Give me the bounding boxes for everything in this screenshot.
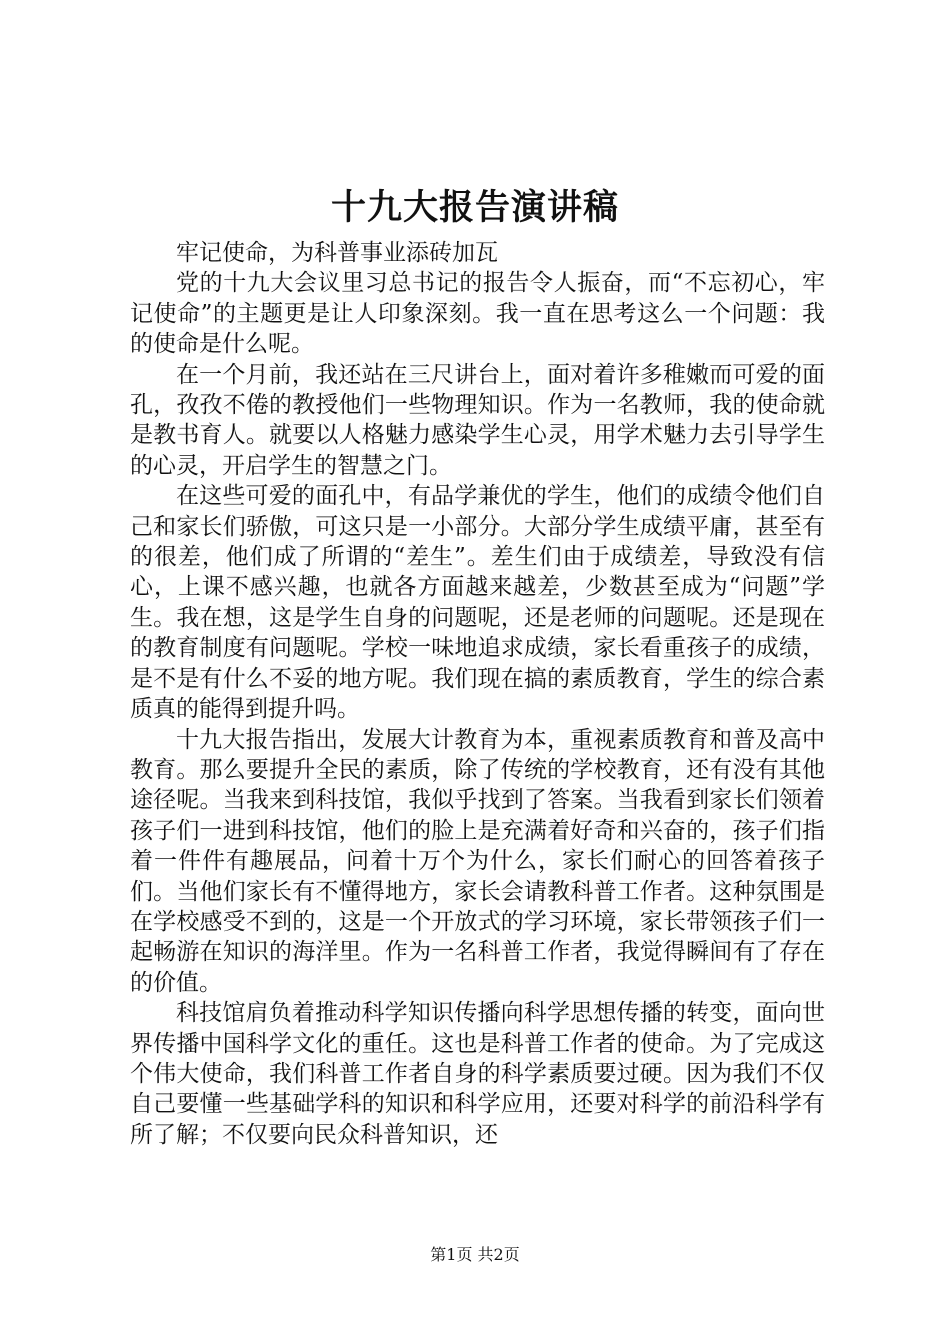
document-title: 十九大报告演讲稿 — [330, 187, 619, 228]
body-paragraph: 十九大报告指出，发展大计教育为本，重视素质教育和普及高中教育。那么要提升全民的素质，除了传统的学校教育，还有没有其他途径呢。当我来到科技馆，我似乎找到了答案。当我看到家长们领着孩子们一进到科技馆，他们的脸上是充满着好奇和兴奋的，孩子们指着一件件有趣展品，问着十万个为什么，家长们耐心的回答着孩子们。当他们家长有不懂得地方，家长会请教科普工作者。这种氛围是在学校感受不到的，这是一个开放式的学习环境，家长带领孩子们一起畅游在知识的海洋里。作为一名科普工作者，我觉得瞬间有了存在的价值。 — [130, 726, 825, 996]
page-footer: 第1页 共2页 — [430, 1245, 520, 1264]
body-paragraph: 在一个月前，我还站在三尺讲台上，面对着许多稚嫩而可爱的面孔，孜孜不倦的教授他们一些物理知识。作为一名教师，我的使命就是教书育人。就要以人格魅力感染学生心灵，用学术魅力去引导学生的心灵，开启学生的智慧之门。 — [130, 361, 825, 479]
body-paragraph: 在这些可爱的面孔中，有品学兼优的学生，他们的成绩令他们自己和家长们骄傲，可这只是一小部分。大部分学生成绩平庸，甚至有的很差，他们成了所谓的“差生”。差生们由于成绩差，导致没有信心，上课不感兴趣，也就各方面越来越差，少数甚至成为“问题”学生。我在想，这是学生自身的问题呢，还是老师的问题呢。还是现在的教育制度有问题呢。学校一味地追求成绩，家长看重孩子的成绩，是不是有什么不妥的地方呢。我们现在搞的素质教育，学生的综合素质真的能得到提升吗。 — [130, 483, 825, 723]
body-paragraph: 党的十九大会议里习总书记的报告令人振奋，而“不忘初心，牢记使命”的主题更是让人印象深刻。我一直在思考这么一个问题：我的使命是什么呢。 — [130, 270, 825, 358]
subtitle-paragraph: 牢记使命，为科普事业添砖加瓦 — [176, 240, 498, 266]
body-paragraph: 科技馆肩负着推动科学知识传播向科学思想传播的转变，面向世界传播中国科学文化的重任。这也是科普工作者的使命。为了完成这个伟大使命，我们科普工作者自身的科学素质要过硬。因为我们不仅自己要懂一些基础学科的知识和科学应用，还要对科学的前沿科学有所了解；不仅要向民众科普知识，还 — [130, 1000, 825, 1148]
document-body — [130, 238, 825, 1150]
